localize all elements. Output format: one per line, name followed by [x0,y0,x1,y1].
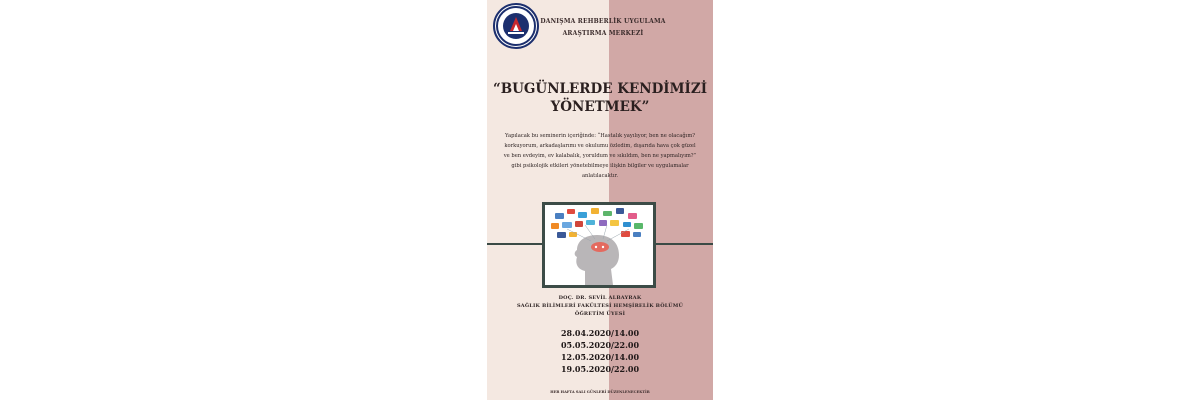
org-line-2: ARAŞTIRMA MERKEZİ [562,30,644,37]
speaker-position: ÖĞRETİM ÜYESİ [574,311,626,317]
seminar-dates [487,327,713,375]
seminar-description: Yapılacak bu seminerin içeriğinde: “Hastalık yayılıyor, ben ne olacağım? korkuyorum, arkadaşlarımı ve okulumu özledim, dışarıda hava çok güzel ve ben evdeyim, ev kalabalık, yoruldum ve sıkıldım, ben ne yapmalıyım?” gibi psikolojik etkileri yönetebilmeye ilişkin bilgiler ve uygulamalar anlatılacaktır. [503,133,697,179]
date-item: 28.04.2020/14.00 [560,328,640,338]
head-social-media-icons-illustration [545,205,653,285]
seminar-title [487,80,713,116]
speaker-department: SAĞLIK BİLİMLERİ FAKÜLTESİ HEMŞİRELİK BÖLÜMÜ [516,303,684,309]
university-logo-icon [493,3,539,49]
seminar-poster [487,0,713,400]
title-line-1: “BUGÜNLERDE KENDİMİZİ [492,81,708,97]
title-line-2: YÖNETMEK” [550,99,650,115]
org-line-1: DANIŞMA REHBERLİK UYGULAMA [540,18,666,25]
poster-footer: HER HAFTA SALI GÜNLERİ DÜZENLENECEKTİR [550,390,650,394]
date-item: 05.05.2020/22.00 [560,340,640,350]
date-item: 19.05.2020/22.00 [560,364,640,374]
date-item: 12.05.2020/14.00 [560,352,640,362]
speaker-info [487,294,713,318]
illustration-frame [542,202,656,288]
speaker-name: DOÇ. DR. SEVİL ALBAYRAK [558,295,642,301]
organization-name [539,16,667,40]
